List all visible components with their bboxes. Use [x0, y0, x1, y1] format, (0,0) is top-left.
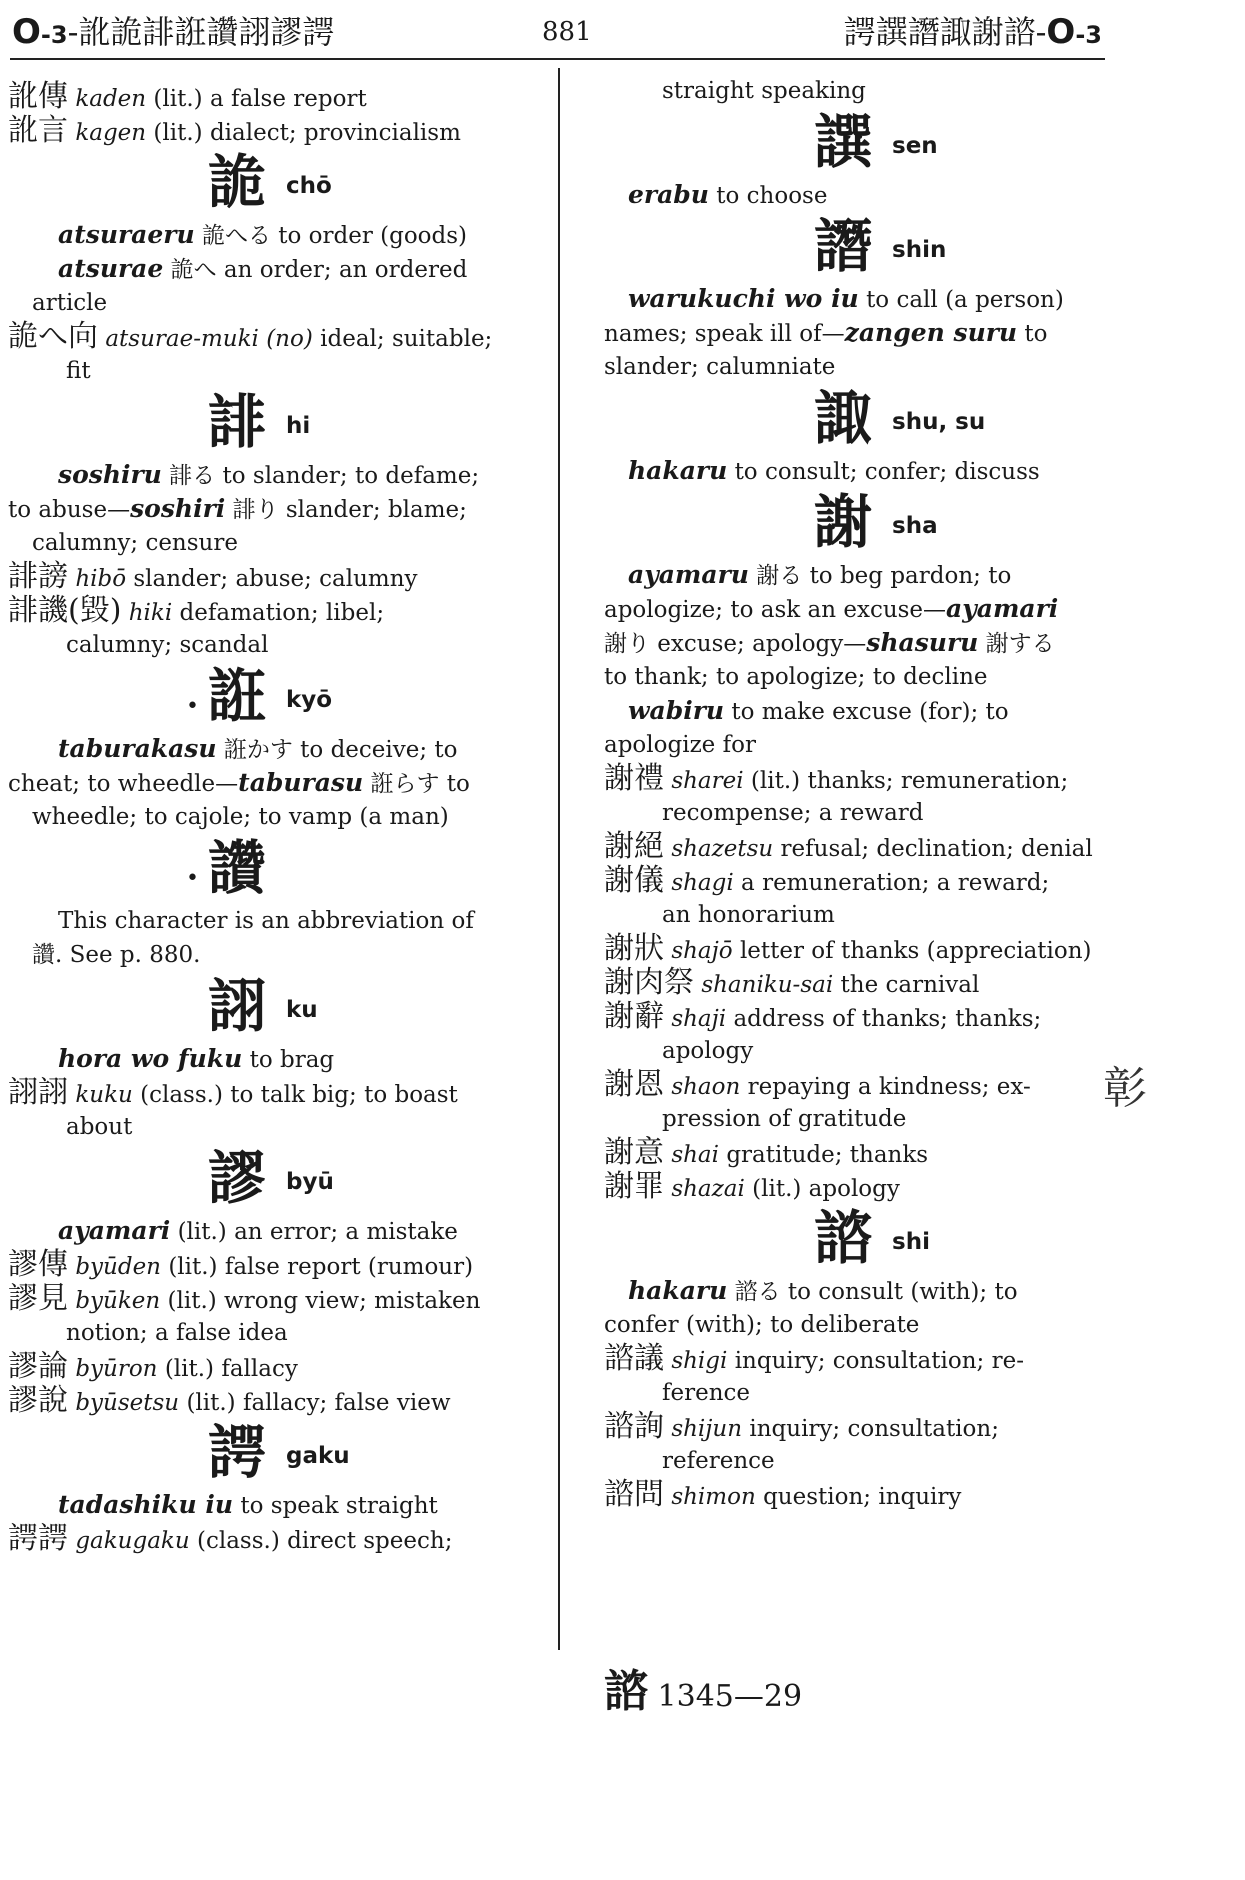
compound-romaji: sharei [671, 768, 744, 794]
compound-kanji: 諮問 [604, 1477, 664, 1512]
continuation-text: pression of gratitude [662, 1106, 907, 1132]
reading-kana: 謝する [985, 631, 1055, 657]
reading-term: atsurae [58, 254, 164, 283]
margin-handwritten-mark: 彰 [1103, 1063, 1147, 1114]
compound-romaji: shai [671, 1142, 719, 1168]
reading-kana: 誹り [232, 497, 279, 523]
compound-kanji: 謬見 [8, 1281, 68, 1316]
entry-prefix: 謝り excuse; apology— [604, 631, 867, 657]
header-right [844, 8, 1102, 59]
heading-kanji: 譖 [814, 212, 873, 280]
character-heading [8, 972, 540, 1042]
compound-romaji: gakugaku [75, 1528, 190, 1554]
continuation-text: apology [662, 1038, 754, 1064]
compound-definition: question; inquiry [763, 1484, 962, 1510]
compound-romaji: shazetsu [671, 836, 774, 862]
entry-definition: to [446, 771, 470, 797]
reading-term: wabiru [628, 696, 725, 725]
compound-definition: (class.) direct speech; [197, 1528, 453, 1554]
compound-kanji: 詡詡 [8, 1075, 68, 1110]
line-text: This character is an abbreviation of [58, 908, 474, 934]
compound-kanji: 謝絕 [604, 829, 664, 864]
entry-definition: slander; blame; [285, 497, 467, 523]
reading-definition: to make excuse (for); to [731, 699, 1009, 725]
compound-definition: gratitude; thanks [726, 1142, 929, 1168]
compound-definition: inquiry; consultation; re- [734, 1348, 1024, 1374]
line-text: confer (with); to deliberate [604, 1312, 920, 1338]
compound-definition: defamation; libel; [179, 600, 385, 626]
compound-kanji: 諮詢 [604, 1409, 664, 1444]
compound-entry [604, 1170, 1104, 1204]
text-line [8, 286, 540, 320]
compound-definition: a remuneration; a reward; [741, 870, 1050, 896]
compound-kanji: 謬傳 [8, 1247, 68, 1282]
character-heading [8, 834, 540, 904]
continuation-text: about [66, 1114, 133, 1140]
reading-definition: to slander; to defame; [222, 463, 480, 489]
compound-romaji: hibō [75, 566, 127, 592]
compound-romaji: shaji [671, 1006, 727, 1032]
heading-reading: shin [892, 237, 947, 263]
compound-romaji: shigi [671, 1348, 728, 1374]
heading-kanji: 誹 [208, 388, 267, 456]
continuation-text: an honorarium [662, 902, 835, 928]
reading-term: erabu [628, 180, 709, 209]
compound-entry [604, 1410, 1104, 1444]
reading-term: ayamari [58, 1216, 171, 1245]
reading-entry [8, 1042, 540, 1076]
compound-kanji: 謬說 [8, 1383, 68, 1418]
heading-reading: hi [286, 413, 311, 439]
heading-kanji: 諤 [208, 1418, 267, 1486]
compound-entry [8, 1076, 540, 1110]
continuation-text: fit [66, 358, 91, 384]
heading-reading: ku [286, 997, 318, 1023]
page-number: 881 [542, 17, 592, 47]
text-line [604, 1308, 1104, 1342]
compound-kanji: 謝肉祭 [604, 965, 694, 1000]
compound-romaji: kuku [75, 1082, 133, 1108]
reading-term: ayamaru [628, 560, 749, 589]
heading-kanji: 詡 [208, 972, 267, 1040]
reading-definition: to call (a person) [866, 287, 1064, 313]
text-line [8, 904, 540, 938]
compound-kanji: 謝儀 [604, 863, 664, 898]
heading-kanji: 誑 [208, 662, 267, 730]
heading-reading: chō [286, 173, 332, 199]
compound-romaji: byūsetsu [75, 1390, 180, 1416]
heading-kanji: 謬 [208, 1144, 267, 1212]
compound-entry [8, 1350, 540, 1384]
heading-kanji: 諮 [814, 1204, 873, 1272]
compound-kanji: 諤諤 [8, 1521, 68, 1556]
reading-entry [8, 732, 540, 766]
compound-definition: (lit.) thanks; remuneration; [750, 768, 1069, 794]
continuation-text: calumny; scandal [66, 632, 269, 658]
bullet-mark: • [186, 866, 199, 891]
character-heading [604, 384, 1104, 454]
reading-term: tadashiku iu [58, 1490, 234, 1519]
reading-entry [8, 458, 540, 492]
compound-kanji: 訛言 [8, 113, 68, 148]
character-heading [8, 148, 540, 218]
compound-romaji: shagi [671, 870, 734, 896]
compound-definition: address of thanks; thanks; [733, 1006, 1042, 1032]
entry-line [8, 766, 540, 800]
reading-term: soshiri [130, 494, 226, 523]
compound-entry [604, 864, 1104, 898]
reading-kana: 詭へ [170, 257, 217, 283]
compound-kanji: 謝禮 [604, 761, 664, 796]
compound-definition: (lit.) fallacy [164, 1356, 298, 1382]
compound-entry [8, 320, 540, 354]
reading-kana: 誹る [169, 463, 216, 489]
compound-entry [604, 1342, 1104, 1376]
header-rule [10, 58, 1105, 60]
compound-definition: (lit.) a false report [153, 86, 367, 112]
continuation-line [604, 898, 1104, 932]
reading-term: hakaru [628, 1276, 728, 1305]
reading-term: soshiru [58, 460, 162, 489]
compound-definition: refusal; declination; denial [780, 836, 1093, 862]
compound-entry [604, 762, 1104, 796]
heading-kanji: 諏 [814, 384, 873, 452]
reading-kana: 誑らす [370, 771, 440, 797]
header-right-code: O [1046, 12, 1076, 52]
character-heading [8, 388, 540, 458]
heading-reading: shu, su [892, 409, 986, 435]
continuation-line [8, 1316, 540, 1350]
reading-entry [604, 282, 1104, 316]
text-line [8, 526, 540, 560]
continuation-line [8, 628, 540, 662]
line-text: to thank; to apologize; to decline [604, 664, 988, 690]
reading-definition: to speak straight [240, 1493, 438, 1519]
reading-entry [8, 218, 540, 252]
line-text: wheedle; to cajole; to vamp (a man) [32, 804, 449, 830]
compound-romaji: atsurae-muki (no) [105, 326, 313, 352]
reading-kana: 誑かす [223, 737, 293, 763]
line-text: slander; calumniate [604, 354, 836, 380]
compound-definition: (lit.) fallacy; false view [186, 1390, 451, 1416]
text-line [604, 728, 1104, 762]
entry-line [604, 626, 1104, 660]
continuation-line [8, 1110, 540, 1144]
heading-kanji: 謝 [814, 488, 873, 556]
page-header [12, 8, 1102, 56]
character-heading [604, 108, 1104, 178]
compound-entry [604, 1136, 1104, 1170]
heading-reading: gaku [286, 1443, 350, 1469]
entry-prefix: to abuse— [8, 497, 131, 523]
compound-entry [8, 560, 540, 594]
reading-definition: to consult (with); to [787, 1279, 1018, 1305]
compound-kanji: 誹譏(毀) [8, 593, 122, 628]
text-line [604, 350, 1104, 384]
text-line [604, 660, 1104, 694]
compound-definition: (lit.) dialect; provincialism [153, 120, 461, 146]
header-left-chars: -訛詭誹誑讚詡謬諤 [67, 13, 335, 51]
continuation-line [604, 1376, 1104, 1410]
reading-definition: to choose [716, 183, 828, 209]
continuation-line [604, 1444, 1104, 1478]
reading-term: ayamari [946, 594, 1059, 623]
compound-definition: inquiry; consultation; [749, 1416, 999, 1442]
entry-prefix: names; speak ill of— [604, 321, 845, 347]
reading-entry [604, 558, 1104, 592]
compound-kanji: 謬論 [8, 1349, 68, 1384]
line-text: article [32, 290, 108, 316]
reading-entry [8, 252, 540, 286]
entry-line [604, 316, 1104, 350]
reading-term: hora wo fuku [58, 1044, 243, 1073]
reading-term: atsuraeru [58, 220, 195, 249]
compound-entry [604, 932, 1104, 966]
text-line [8, 938, 540, 972]
compound-entry [8, 1384, 540, 1418]
compound-kanji: 謝恩 [604, 1067, 664, 1102]
reading-term: taburasu [238, 768, 364, 797]
compound-romaji: byūron [75, 1356, 158, 1382]
compound-romaji: byūken [75, 1288, 161, 1314]
header-right-sub: -3 [1075, 21, 1102, 49]
reading-entry [604, 1274, 1104, 1308]
compound-entry [604, 1478, 1104, 1512]
line-text: calumny; censure [32, 530, 238, 556]
reading-definition: (lit.) an error; a mistake [177, 1219, 458, 1245]
compound-definition: slander; abuse; calumny [133, 566, 418, 592]
reading-term: zangen suru [844, 318, 1018, 347]
continuation-text: reference [662, 1448, 775, 1474]
compound-romaji: shaon [671, 1074, 741, 1100]
reading-term: hakaru [628, 456, 728, 485]
character-heading [8, 1418, 540, 1488]
compound-kanji: 訛傳 [8, 79, 68, 114]
continuation-line [604, 796, 1104, 830]
cross-reference [604, 1668, 802, 1721]
header-left-code: O [12, 12, 41, 52]
compound-definition: letter of thanks (appreciation) [739, 938, 1092, 964]
compound-entry [604, 1068, 1104, 1102]
compound-definition: the carnival [840, 972, 980, 998]
entry-definition: to [1024, 321, 1048, 347]
reading-kana: 謝る [756, 563, 803, 589]
character-heading [604, 488, 1104, 558]
reading-term: taburakasu [58, 734, 217, 763]
heading-reading: kyō [286, 687, 333, 713]
cross-reference-number: 1345—29 [657, 1679, 803, 1714]
entry-prefix: cheat; to wheedle— [8, 771, 239, 797]
reading-entry [604, 454, 1104, 488]
compound-romaji: shajō [671, 938, 733, 964]
reading-term: warukuchi wo iu [628, 284, 859, 313]
heading-reading: byū [286, 1169, 334, 1195]
heading-kanji: 詭 [208, 148, 267, 216]
compound-romaji: shaniku-sai [701, 972, 834, 998]
header-left [12, 8, 334, 59]
continuation-line [604, 1034, 1104, 1068]
entry-line [604, 592, 1104, 626]
heading-reading: sha [892, 513, 938, 539]
compound-definition: repaying a kindness; ex- [747, 1074, 1031, 1100]
reading-definition: to brag [249, 1047, 335, 1073]
compound-definition: (lit.) false report (rumour) [168, 1254, 474, 1280]
continuation-text: ference [662, 1380, 751, 1406]
heading-kanji: 譔 [814, 108, 873, 176]
compound-romaji: kagen [75, 120, 147, 146]
reading-definition: an order; an ordered [223, 257, 468, 283]
right-column [604, 74, 1104, 1512]
compound-definition: ideal; suitable; [320, 326, 493, 352]
character-heading [604, 1204, 1104, 1274]
compound-romaji: kaden [75, 86, 147, 112]
character-heading [8, 662, 540, 732]
compound-definition: (class.) to talk big; to boast [140, 1082, 458, 1108]
continuation-text: recompense; a reward [662, 800, 924, 826]
reading-term: shasuru [866, 628, 979, 657]
character-heading [8, 1144, 540, 1214]
compound-entry [8, 1248, 540, 1282]
character-heading [604, 212, 1104, 282]
compound-entry [8, 594, 540, 628]
reading-entry [604, 694, 1104, 728]
cross-reference-kanji: 諮 [604, 1666, 648, 1717]
compound-kanji: 誹謗 [8, 559, 68, 594]
reading-entry [604, 178, 1104, 212]
heading-reading: shi [892, 1229, 930, 1255]
reading-entry [8, 1488, 540, 1522]
header-left-sub: -3 [40, 21, 68, 49]
reading-definition: to order (goods) [278, 223, 468, 249]
heading-reading: sen [892, 133, 938, 159]
compound-entry [604, 830, 1104, 864]
text-line [8, 800, 540, 834]
left-column [8, 80, 540, 1556]
compound-romaji: shazai [671, 1176, 745, 1202]
reading-definition: to deceive; to [300, 737, 458, 763]
entry-prefix: apologize; to ask an excuse— [604, 597, 947, 623]
compound-entry [8, 1282, 540, 1316]
continuation-line [604, 74, 1104, 108]
compound-romaji: byūden [75, 1254, 161, 1280]
bullet-mark: • [186, 694, 199, 719]
line-text: 讚. See p. 880. [32, 942, 201, 968]
continuation-text: notion; a false idea [66, 1320, 288, 1346]
compound-kanji: 謝狀 [604, 931, 664, 966]
compound-entry [604, 966, 1104, 1000]
compound-definition: (lit.) apology [752, 1176, 900, 1202]
compound-definition: (lit.) wrong view; mistaken [167, 1288, 481, 1314]
compound-romaji: shijun [671, 1416, 743, 1442]
compound-kanji: 詭へ向 [8, 319, 98, 354]
continuation-line [604, 1102, 1104, 1136]
column-divider [558, 68, 560, 1650]
compound-entry [604, 1000, 1104, 1034]
reading-entry [8, 1214, 540, 1248]
compound-kanji: 謝意 [604, 1135, 664, 1170]
line-text: apologize for [604, 732, 756, 758]
heading-kanji: 讚 [208, 834, 267, 902]
compound-romaji: hiki [128, 600, 173, 626]
reading-kana: 詭へる [201, 223, 271, 249]
compound-entry [8, 80, 540, 114]
reading-kana: 諮る [734, 1279, 781, 1305]
entry-line [8, 492, 540, 526]
continuation-text: straight speaking [662, 78, 866, 104]
compound-kanji: 謝罪 [604, 1169, 664, 1204]
compound-entry [8, 114, 540, 148]
continuation-line [8, 354, 540, 388]
compound-kanji: 謝辭 [604, 999, 664, 1034]
reading-definition: to beg pardon; to [809, 563, 1012, 589]
compound-romaji: shimon [671, 1484, 756, 1510]
compound-kanji: 諮議 [604, 1341, 664, 1376]
compound-entry [8, 1522, 540, 1556]
reading-definition: to consult; confer; discuss [734, 459, 1040, 485]
header-right-chars: 諤譔譖諏謝諮- [843, 13, 1047, 51]
